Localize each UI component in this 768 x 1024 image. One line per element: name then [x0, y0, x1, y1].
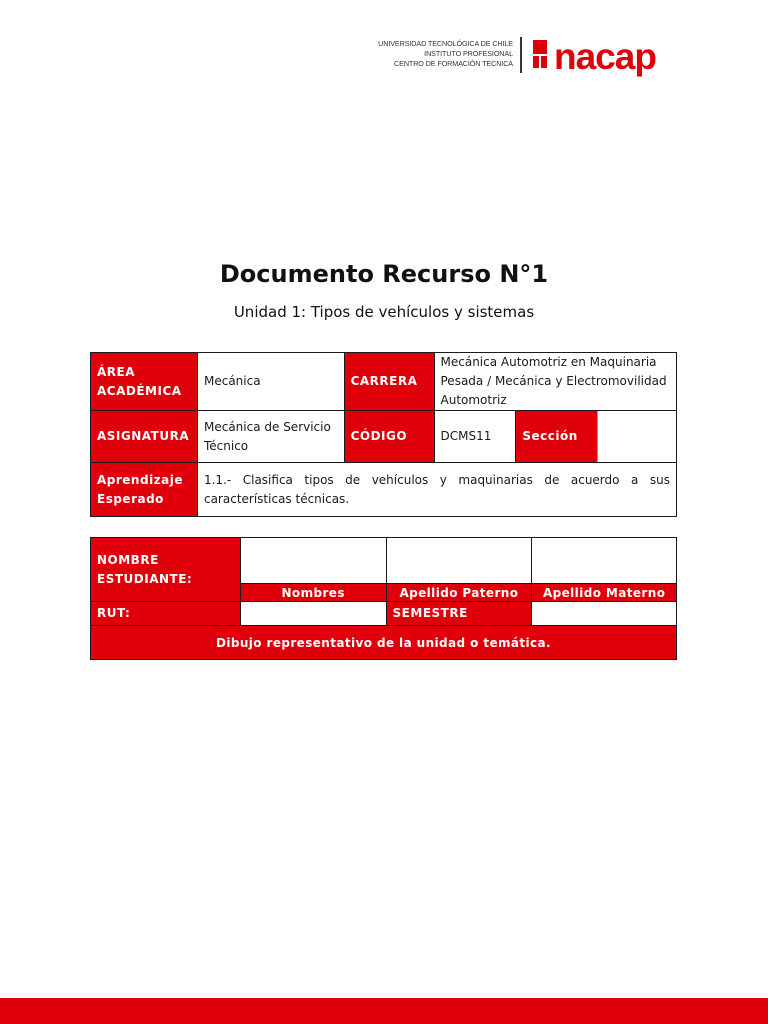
- semestre-label: SEMESTRE: [386, 602, 532, 626]
- nombre-estudiante-label: NOMBRE ESTUDIANTE:: [91, 538, 241, 602]
- rut-label: RUT:: [91, 602, 241, 626]
- area-value: Mecánica: [197, 353, 344, 411]
- nombres-field[interactable]: [240, 538, 386, 584]
- asignatura-value: Mecánica de Servicio Técnico: [197, 411, 344, 463]
- codigo-label: CÓDIGO: [344, 411, 434, 463]
- apellido-paterno-field[interactable]: [386, 538, 532, 584]
- logo-divider: [520, 37, 522, 73]
- footer-red-bar: [0, 998, 768, 1024]
- apellido-materno-field[interactable]: [532, 538, 677, 584]
- aprendizaje-value: 1.1.- Clasifica tipos de vehículos y maquinarias de acuerdo a sus características técnicas.: [197, 463, 676, 517]
- institution-text: [378, 39, 513, 69]
- asignatura-label: ASIGNATURA: [91, 411, 198, 463]
- course-info-table: [90, 352, 677, 517]
- inacap-logo-mark: [533, 40, 553, 68]
- document-subtitle: Unidad 1: Tipos de vehículos y sistemas: [233, 303, 535, 321]
- document-title: Documento Recurso N°1: [219, 260, 549, 288]
- dibujo-representativo: Dibujo representativo de la unidad o temática.: [91, 626, 677, 660]
- codigo-value: DCMS11: [434, 411, 516, 463]
- seccion-label: Sección: [516, 411, 598, 463]
- seccion-value: [598, 411, 677, 463]
- carrera-value: Mecánica Automotriz en Maquinaria Pesada / Mecánica y Electromovilidad Automotriz: [434, 353, 677, 411]
- institution-line-2: INSTITUTO PROFESIONAL: [424, 49, 513, 58]
- rut-field[interactable]: [240, 602, 386, 626]
- semestre-field[interactable]: [532, 602, 677, 626]
- apellido-materno-header: Apellido Materno: [532, 584, 677, 602]
- student-info-table: [90, 537, 677, 660]
- carrera-label: CARRERA: [344, 353, 434, 411]
- institution-line-3: CENTRO DE FORMACIÓN TECNICA: [394, 59, 513, 68]
- institution-line-1: UNIVERSIDAD TECNOLÓGICA DE CHILE: [378, 39, 513, 48]
- aprendizaje-label: Aprendizaje Esperado: [91, 463, 198, 517]
- nombres-header: Nombres: [240, 584, 386, 602]
- apellido-paterno-header: Apellido Paterno: [386, 584, 532, 602]
- area-label: ÁREA ACADÉMICA: [91, 353, 198, 411]
- inacap-logo-text: nacap: [554, 36, 656, 77]
